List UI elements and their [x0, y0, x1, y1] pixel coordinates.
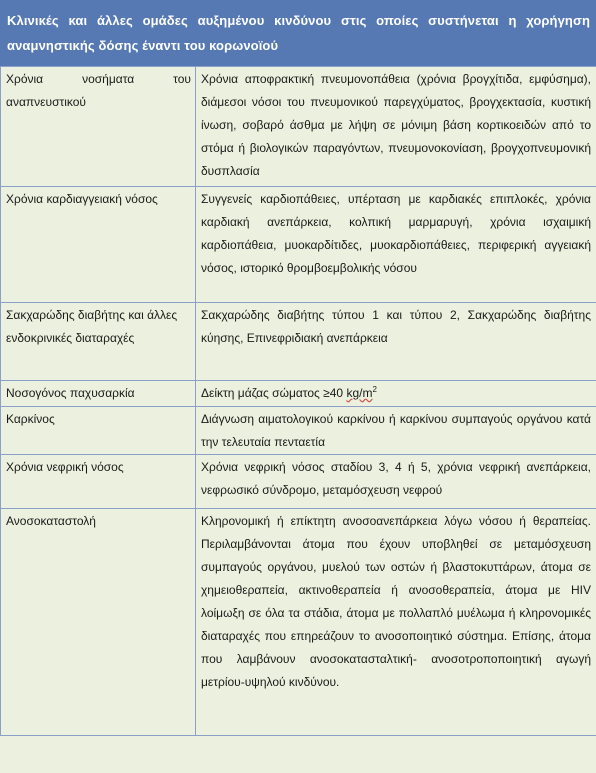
category-cell: Χρόνια καρδιαγγειακή νόσος	[1, 187, 196, 303]
description-cell: Χρόνια αποφρακτική πνευμονοπάθεια (χρόνια βρογχίτιδα, εμφύσημα), διάμεσοι νόσοι του πνευμονικού παρεγχύματος, βρογχεκτασία, κυστική ίνωση, σοβαρό άσθμα με λήψη σε μόνιμη βάση κορτικοειδών από το στόμα ή βιολογικών παραγόντων, πνευμονοκονίαση, βρογχοπνευμονική δυσπλασία	[196, 67, 596, 187]
description-cell: Διάγνωση αιματολογικού καρκίνου ή καρκίνου συμπαγούς οργάνου κατά την τελευταία πενταετία	[196, 407, 596, 455]
description-cell: Κληρονομική ή επίκτητη ανοσοανεπάρκεια λόγω νόσου ή θεραπείας. Περιλαμβάνονται άτομα που έχουν υποβληθεί σε μεταμόσχευση συμπαγούς οργάνου, μυελού των οστών ή βλαστοκυττάρων, άτομα σε χημειοθεραπεία, ακτινοθεραπεία ή ανοσοθεραπεία, άτομα με HIV λοίμωξη σε όλα τα στάδια, άτομα με πολλαπλό μυέλωμα ή κληρονομικές διαταραχές που επηρεάζουν το ανοσοποιητικό σύστημα. Επίσης, άτομα που λαμβάνουν ανοσοκατασταλτική- ανοσοτροποποιητική αγωγή μετρίου-υψηλού κινδύνου.	[196, 509, 596, 736]
table-row	[1, 303, 596, 381]
category-cell: Νοσογόνος παχυσαρκία	[1, 381, 196, 407]
table-row	[1, 187, 596, 303]
category-cell: Χρόνια νοσήματα του αναπνευστικού	[1, 67, 196, 187]
category-cell: Χρόνια νεφρική νόσος	[1, 455, 196, 509]
table-header-title: Κλινικές και άλλες ομάδες αυξημένου κινδύνου στις οποίες συστήνεται η χορήγηση αναμνηστικής δόσης έναντι του κορωνοϊού	[0, 0, 596, 66]
table-row	[1, 381, 596, 407]
table-row	[1, 455, 596, 509]
table-row	[1, 67, 596, 187]
table-row	[1, 407, 596, 455]
description-cell: Σακχαρώδης διαβήτης τύπου 1 και τύπου 2, Σακχαρώδης διαβήτης κύησης, Επινεφριδιακή ανεπάρκεια	[196, 303, 596, 381]
category-cell: Ανοσοκαταστολή	[1, 509, 196, 736]
description-cell	[196, 381, 596, 407]
category-cell: Καρκίνος	[1, 407, 196, 455]
bmi-text: Δείκτη μάζας σώματος ≥40	[201, 386, 347, 400]
category-cell: Σακχαρώδης διαβήτης και άλλες ενδοκρινικές διαταραχές	[1, 303, 196, 381]
description-cell: Συγγενείς καρδιοπάθειες, υπέρταση με καρδιακές επιπλοκές, χρόνια καρδιακή ανεπάρκεια, κολπική μαρμαρυγή, χρόνια ισχαιμική καρδιοπάθεια, μυοκαρδίτιδες, μυοκαρδιοπάθειες, περιφερική αγγειακή νόσος, ιστορικό θρομβοεμβολικής νόσου	[196, 187, 596, 303]
risk-groups-table	[0, 66, 596, 736]
bmi-unit-exponent: 2	[372, 385, 377, 394]
table-row	[1, 509, 596, 736]
bmi-unit: kg/m	[346, 386, 373, 400]
description-cell: Χρόνια νεφρική νόσος σταδίου 3, 4 ή 5, χρόνια νεφρική ανεπάρκεια, νεφρωσικό σύνδρομο, μεταμόσχευση νεφρού	[196, 455, 596, 509]
